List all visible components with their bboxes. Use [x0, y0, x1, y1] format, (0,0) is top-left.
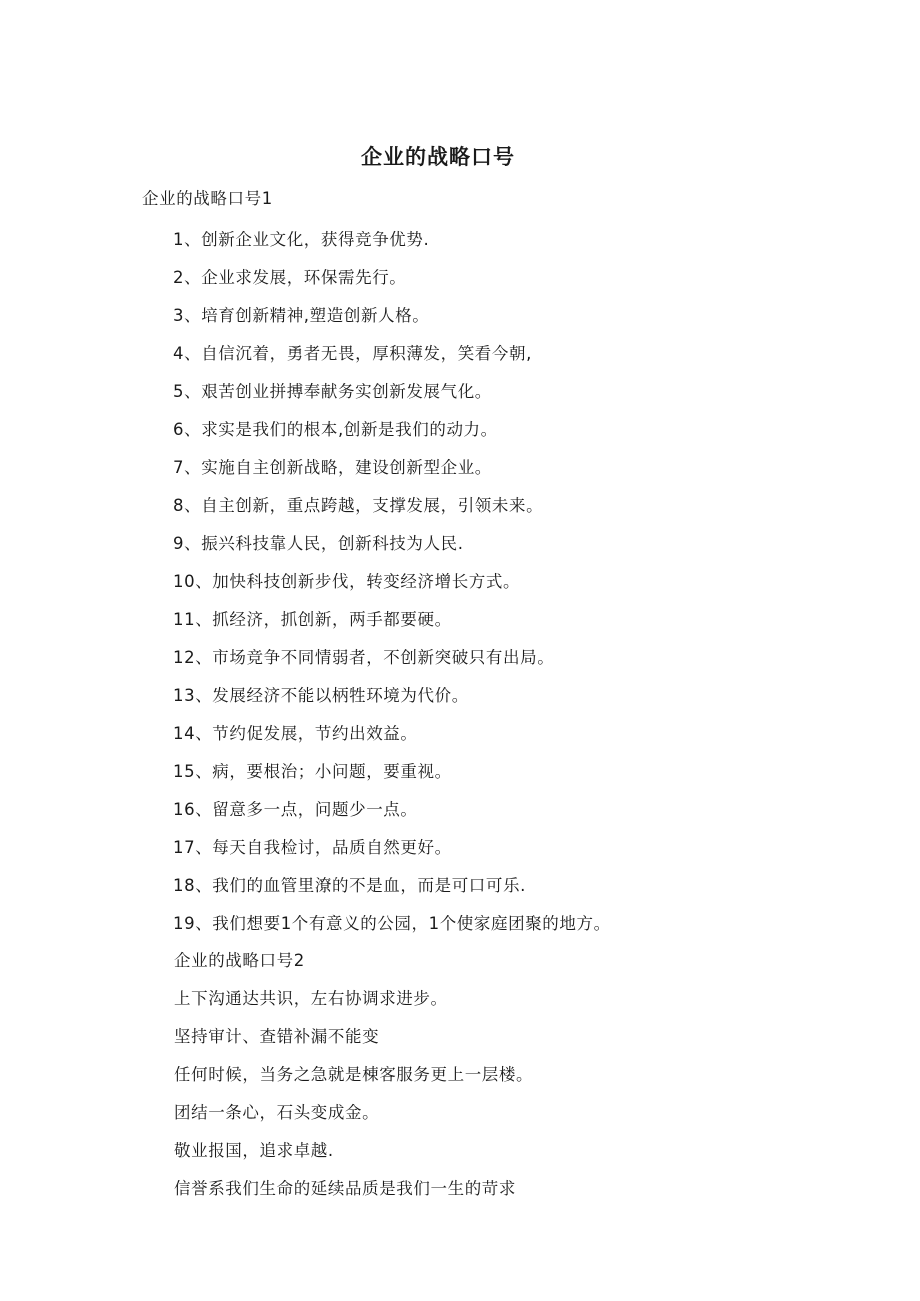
- list-item: 8、自主创新，重点跨越，支撑发展，引领未来。: [173, 496, 544, 515]
- list-item: 18、我们的血管里潦的不是血，而是可口可乐.: [173, 876, 526, 895]
- list-item: 团结一条心，石头变成金。: [174, 1103, 380, 1122]
- document-title: 企业的战略口号: [361, 145, 515, 169]
- list-item: 1、创新企业文化，获得竞争优势.: [173, 230, 430, 249]
- list-item: 12、市场竞争不同情弱者，不创新突破只有出局。: [173, 648, 555, 667]
- list-item: 2、企业求发展，环保需先行。: [173, 268, 407, 287]
- list-item: 4、自信沉着，勇者无畏，厚积薄发，笑看今朝,: [173, 344, 532, 363]
- list-item: 5、艰苦创业拼搏奉献务实创新发展气化。: [173, 382, 492, 401]
- list-item: 敬业报国，追求卓越.: [174, 1141, 334, 1160]
- list-item: 6、求实是我们的根本,创新是我们的动力。: [173, 420, 498, 439]
- list-item: 任何时候，当务之急就是棟客服务更上一层楼。: [174, 1065, 534, 1084]
- list-item: 14、节约促发展，节约出效益。: [173, 724, 418, 743]
- list-item: 坚持审计、查错补漏不能变: [174, 1027, 380, 1046]
- list-item: 7、实施自主创新战略，建设创新型企业。: [173, 458, 492, 477]
- list-item: 16、留意多一点，问题少一点。: [173, 800, 418, 819]
- list-item: 11、抓经济，抓创新，两手都要硬。: [173, 610, 452, 629]
- list-item: 10、加快科技创新步伐，转变经济增长方式。: [173, 572, 521, 591]
- list-item: 15、病，要根治；小问题，要重视。: [173, 762, 452, 781]
- section-heading-2: 企业的战略口号2: [174, 951, 305, 970]
- list-item: 17、每天自我检讨，品质自然更好。: [173, 838, 452, 857]
- list-item: 信誉系我们生命的延续品质是我们一生的苛求: [174, 1179, 516, 1198]
- section-heading-1: 企业的战略口号1: [142, 189, 273, 208]
- list-item: 3、培育创新精神,塑造创新人格。: [173, 306, 430, 325]
- list-item: 19、我们想要1个有意义的公园，1个使家庭团聚的地方。: [173, 914, 611, 933]
- list-item: 上下沟通达共识，左右协调求进步。: [174, 989, 448, 1008]
- list-item: 13、发展经济不能以柄牲环境为代价。: [173, 686, 469, 705]
- list-item: 9、振兴科技靠人民，创新科技为人民.: [173, 534, 464, 553]
